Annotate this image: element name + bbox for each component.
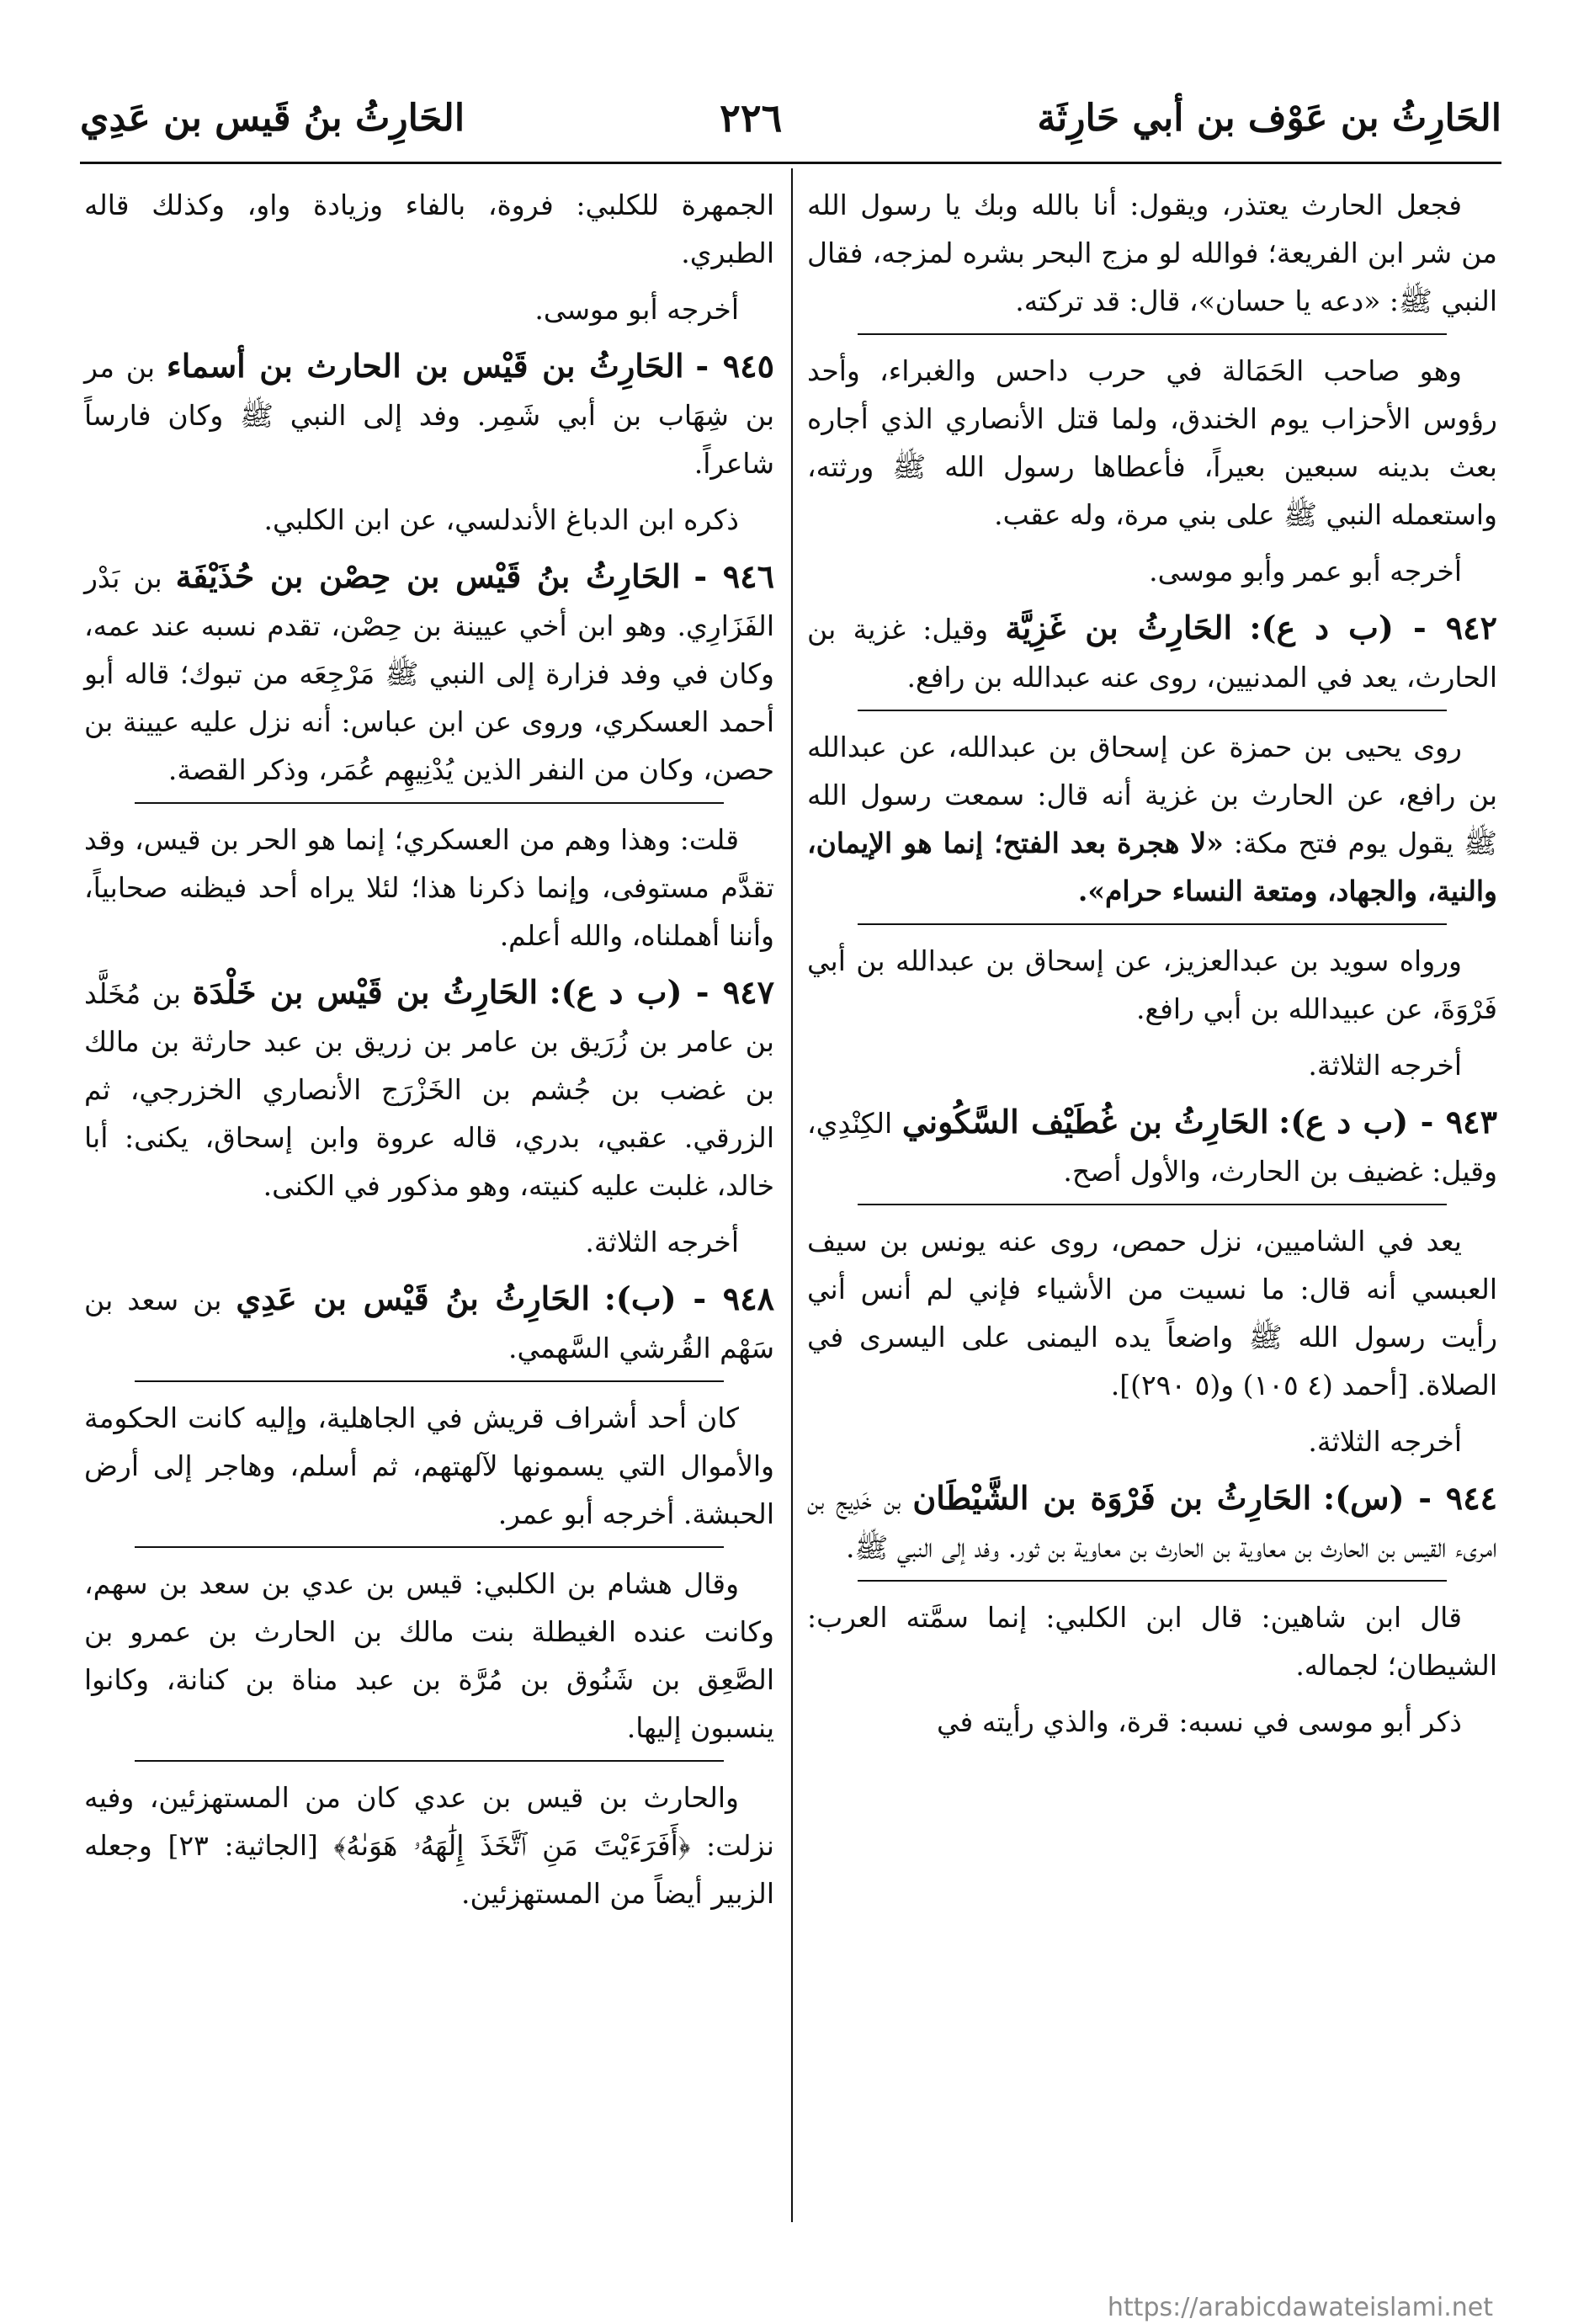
page-number: ٢٢٦ xyxy=(720,95,783,141)
entry-name: الحَارِثُ بنُ قَيْس بن عَدِي xyxy=(236,1279,590,1317)
section-separator xyxy=(135,1546,724,1548)
entry-body: وقيل: غزية بن الحارث، يعد في المدنيين، روى عنه عبدالله بن رافع. xyxy=(807,613,1497,694)
header-divider xyxy=(80,162,1501,164)
section-separator xyxy=(135,802,724,804)
entry-body: بن سعد بن سَهْم القُرشي السَّهمي. xyxy=(84,1284,774,1364)
entry-number: ٩٤٢ - (ب د ع): xyxy=(1249,609,1497,646)
entry-body: بن مُخَلَّد بن عامر بن زُرَيق بن عامر بن زريق بن عبد حارثة بن مالك بن غضب بن جُشم بن الخَزْرَج الأنصاري الخزرجي، ثم الزرقي. عقبي، بدري، قاله عروة وابن إسحاق، يكنى: أبا خالد، غلبت عليه كنيته، وهو مذكور في الكنى. xyxy=(84,977,774,1202)
entry-name: الحَارِثُ بنُ قَيْس بن حِصْن بن حُذَيْفَة xyxy=(175,557,681,595)
paragraph: ذكره ابن الدباغ الأندلسي، عن ابن الكلبي. xyxy=(263,503,739,536)
entry-number: ٩٤٧ - (ب د ع): xyxy=(549,973,774,1011)
hadith-paragraph xyxy=(807,723,1497,915)
running-header xyxy=(80,80,1501,156)
right-column xyxy=(807,181,1497,1754)
entry-number: ٩٤٣ - (ب د ع): xyxy=(1278,1103,1497,1141)
entry-number: ٩٤٤ - (س): xyxy=(1323,1479,1498,1517)
entry-name: الحَارِثُ بن فَرْوَة بن الشَّيْطَان xyxy=(912,1479,1312,1517)
paragraph-text: روى يحيى بن حمزة عن إسحاق بن عبدالله، عن عبدالله بن رافع، عن الحارث بن غزية أنه قال: سمعت رسول الله ﷺ يقول يوم فتح مكة: xyxy=(807,731,1497,859)
entry-body: بن مر بن شِهَاب بن أبي شَمِر. وفد إلى النبي ﷺ وكان فارساً شاعراً. xyxy=(84,351,774,480)
entry-name: الحَارِثُ بن غُطَيْف السَّكُوني xyxy=(901,1103,1269,1141)
paragraph: أخرجه أبو موسى. xyxy=(534,293,739,326)
header-left-title: الحَارِثُ بنُ قَيس بن عَدِي xyxy=(80,96,465,140)
entry-body: بن خَدِيج بن امرىء القيس بن الحارث بن معاوية بن الحارث بن معاوية بن ثور. وفد إلى النبي ﷺ. xyxy=(807,1483,1497,1564)
entry-number: ٩٤٦ - xyxy=(694,557,774,595)
paragraph: وهو صاحب الحَمَالة في حرب داحس والغبراء، وأحد رؤوس الأحزاب يوم الخندق، ولما قتل الأنصاري الذي أجاره بعث بدينه سبعين بعيراً، فأعطاها رسول الله ﷺ ورثته، واستعمله النبي ﷺ على بني مرة، وله عقب. xyxy=(807,354,1497,531)
entry-body: بن بَدْر الفَزَارِي. وهو ابن أخي عيينة بن حِصْن، تقدم نسبه عند عمه، وكان في وفد فزارة إلى النبي ﷺ مَرْجِعَه من تبوك؛ قاله أبو أحمد العسكري، وروى عن ابن عباس: أنه نزل عليه عيينة بن حصن، وكان من النفر الذين يُدْنِيهِم عُمَر، وذكر القصة. xyxy=(84,561,774,786)
paragraph: أخرجه أبو عمر وأبو موسى. xyxy=(1149,555,1462,588)
paragraph: وقال هشام بن الكلبي: قيس بن عدي بن سعد بن سهم، وكانت عنده الغيطلة بنت مالك بن الحارث بن عمرو بن الصَّعِق بن شَنُوق بن مُرَّة بن عبد مناة بن كنانة، وكانوا ينسبون إليها. xyxy=(84,1567,774,1744)
left-column xyxy=(84,181,774,1926)
entry-943 xyxy=(807,1098,1497,1195)
entry-946 xyxy=(84,552,774,794)
paragraph: يعد في الشاميين، نزل حمص، روى عنه يونس بن سيف العبسي أنه قال: ما نسيت من الأشياء فإني لم أنس أني رأيت رسول الله ﷺ واضعاً يده اليمنى على اليسرى في الصلاة. [أحمد (٤ ١٠٥) و(٥ ٢٩٠)]. xyxy=(807,1225,1497,1401)
paragraph: ورواه سويد بن عبدالعزيز، عن إسحاق بن عبدالله بن أبي فَرْوَةَ، عن عبيدالله بن أبي رافع. xyxy=(807,944,1497,1025)
section-separator xyxy=(858,1580,1447,1582)
entry-942 xyxy=(807,604,1497,701)
entry-944 xyxy=(807,1474,1497,1571)
paragraph: أخرجه الثلاثة. xyxy=(585,1226,739,1258)
paragraph: والحارث بن قيس بن عدي كان من المستهزئين، وفيه نزلت: ﴿أَفَرَءَيْتَ مَنِ ٱتَّخَذَ إِلَٰهَهُۥ هَوَىٰهُ﴾ [الجاثية: ٢٣] وجعله الزبير أيضاً من المستهزئين. xyxy=(84,1781,774,1910)
entry-name: الحَارِثُ بن قَيْس بن خَلْدَة xyxy=(192,973,539,1011)
entry-948 xyxy=(84,1274,774,1372)
section-separator xyxy=(858,1204,1447,1205)
hadith-text: «لا هجرة بعد الفتح؛ إنما هو الإيمان، والنية، والجهاد، ومتعة النساء حرام». xyxy=(807,827,1497,907)
section-separator xyxy=(858,923,1447,925)
entry-number: ٩٤٥ - xyxy=(695,347,774,385)
entry-name: الحَارِثُ بن غَزِيَّة xyxy=(1005,609,1233,646)
watermark-url: https://arabicdawateislami.net xyxy=(1107,2293,1493,2322)
paragraph: فجعل الحارث يعتذر، ويقول: أنا بالله وبك يا رسول الله من شر ابن الفريعة؛ فوالله لو مزج البحر بشره لمزجه، فقال النبي ﷺ: «دعه يا حسان»، قال: قد تركته. xyxy=(807,189,1497,317)
entry-name: الحَارِثُ بن قَيْس بن الحارث بن أسماء xyxy=(166,347,684,385)
paragraph: كان أحد أشراف قريش في الجاهلية، وإليه كانت الحكومة والأموال التي يسمونها لآلهتهم، ثم أسلم، وهاجر إلى أرض الحبشة. أخرجه أبو عمر. xyxy=(84,1401,774,1530)
paragraph: قلت: وهذا وهم من العسكري؛ إنما هو الحر بن قيس، وقد تقدَّم مستوفى، وإنما ذكرنا هذا؛ لئلا يراه أحد فيظنه صحابياً، وأننا أهملناه، والله أعلم. xyxy=(84,823,774,952)
paragraph: ذكر أبو موسى في نسبه: قرة، والذي رأيته في xyxy=(937,1705,1462,1738)
entry-947 xyxy=(84,968,774,1210)
entry-945 xyxy=(84,342,774,487)
entry-body: الكِنْدِي، وقيل: غضيف بن الحارث، والأول أصح. xyxy=(807,1107,1497,1188)
section-separator xyxy=(135,1380,724,1382)
paragraph: أخرجه الثلاثة. xyxy=(1308,1425,1462,1458)
section-separator xyxy=(858,333,1447,335)
paragraph: الجمهرة للكلبي: فروة، بالفاء وزيادة واو، وكذلك قاله الطبري. xyxy=(84,189,774,269)
paragraph: قال ابن شاهين: قال ابن الكلبي: إنما سمَّته العرب: الشيطان؛ لجماله. xyxy=(807,1601,1497,1682)
entry-number: ٩٤٨ - (ب): xyxy=(603,1279,775,1317)
section-separator xyxy=(135,1760,724,1762)
section-separator xyxy=(858,710,1447,711)
paragraph: أخرجه الثلاثة. xyxy=(1308,1049,1462,1082)
column-divider xyxy=(791,168,793,2222)
header-right-title: الحَارِثُ بن عَوْف بن أبي حَارِثَة xyxy=(1037,96,1501,140)
